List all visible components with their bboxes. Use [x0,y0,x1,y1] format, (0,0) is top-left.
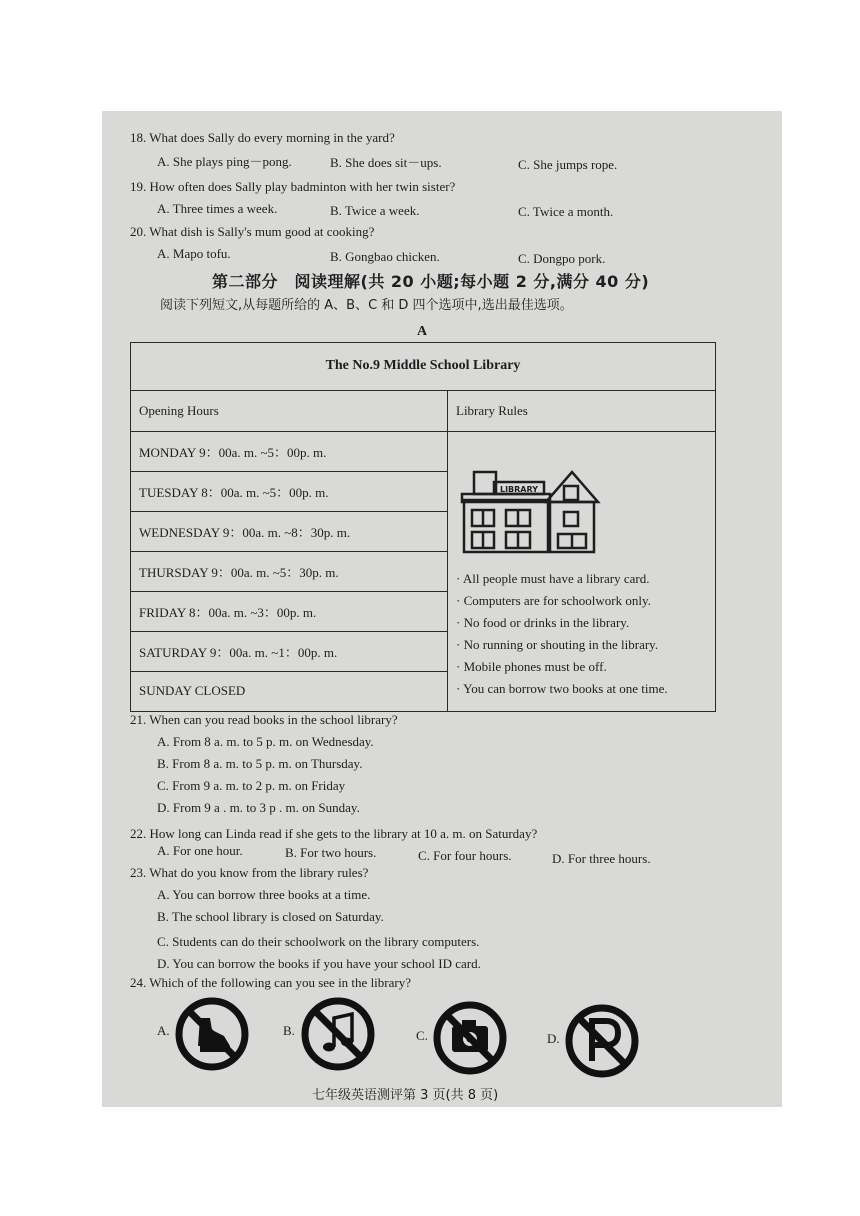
question-19-option-b: B. Twice a week. [330,203,420,218]
question-19-option-c: C. Twice a month. [518,204,614,219]
rule-item: · All people must have a library card. [456,568,707,590]
question-22-option-c: C. For four hours. [418,848,512,863]
library-rules-header: Library Rules [448,390,716,431]
question-23-stem: 23. What do you know from the library rules? [130,865,369,880]
library-title: The No.9 Middle School Library [131,343,716,391]
library-rules-cell [448,431,716,711]
question-20-option-c: C. Dongpo pork. [518,251,606,266]
question-22-option-d: D. For three hours. [552,851,651,866]
question-18-option-c: C. She jumps rope. [518,157,618,172]
rule-item: · No running or shouting in the library. [456,634,707,656]
question-24-option-a: A. [157,1023,170,1038]
hours-saturday: SATURDAY 9：00a. m. ~1：00p. m. [131,631,448,671]
question-24-option-c: C. [416,1028,428,1043]
question-18-option-a: A. She plays ping－pong. [157,154,292,169]
question-20-stem: 20. What dish is Sally's mum good at cooking? [130,224,375,239]
question-21-option-b: B. From 8 a. m. to 5 p. m. on Thursday. [157,756,363,771]
question-21-stem: 21. When can you read books in the school library? [130,712,398,727]
question-24-stem: 24. Which of the following can you see in the library? [130,975,411,990]
question-21-option-a: A. From 8 a. m. to 5 p. m. on Wednesday. [157,734,374,749]
hours-tuesday: TUESDAY 8：00a. m. ~5：00p. m. [131,471,448,511]
rules-list [456,568,707,700]
library-building-icon [458,460,608,560]
hours-thursday: THURSDAY 9：00a. m. ~5：30p. m. [131,551,448,591]
passage-letter: A [417,324,428,339]
question-22-stem: 22. How long can Linda read if she gets to the library at 10 a. m. on Saturday? [130,826,538,841]
section-title: 第二部分 阅读理解(共 20 小题;每小题 2 分,满分 40 分) [212,272,650,291]
question-20-option-b: B. Gongbao chicken. [330,249,440,264]
hours-monday: MONDAY 9：00a. m. ~5：00p. m. [131,431,448,471]
rule-item: · Computers are for schoolwork only. [456,590,707,612]
question-21-option-d: D. From 9 a . m. to 3 p . m. on Sunday. [157,800,360,815]
opening-hours-header: Opening Hours [131,390,448,431]
no-food-sign-icon [172,996,252,1072]
question-21-option-c: C. From 9 a. m. to 2 p. m. on Friday [157,778,346,793]
question-19-option-a: A. Three times a week. [157,201,278,216]
section-instruction: 阅读下列短文,从每题所给的 A、B、C 和 D 四个选项中,选出最佳选项。 [160,298,573,313]
question-23-option-c: C. Students can do their schoolwork on the library computers. [157,934,480,949]
page-footer: 七年级英语测评第 3 页(共 8 页) [312,1088,499,1103]
library-sign-text: LIBRARY [499,484,539,494]
question-23-option-b: B. The school library is closed on Saturday. [157,909,384,924]
question-24-option-b: B. [283,1023,295,1038]
question-20-option-a: A. Mapo tofu. [157,246,231,261]
question-18-stem: 18. What does Sally do every morning in the yard? [130,130,395,145]
question-19-stem: 19. How often does Sally play badminton with her twin sister? [130,179,456,194]
question-23-option-d: D. You can borrow the books if you have your school ID card. [157,956,481,971]
hours-sunday: SUNDAY CLOSED [131,671,448,711]
no-parking-sign-icon [562,1003,642,1079]
question-22-option-a: A. For one hour. [157,843,243,858]
hours-wednesday: WEDNESDAY 9：00a. m. ~8：30p. m. [131,511,448,551]
question-18-option-b: B. She does sit－ups. [330,155,442,170]
hours-friday: FRIDAY 8：00a. m. ~3：00p. m. [131,591,448,631]
rule-item: · Mobile phones must be off. [456,656,707,678]
rule-item: · No food or drinks in the library. [456,612,707,634]
question-22-option-b: B. For two hours. [285,845,377,860]
no-music-sign-icon [298,996,378,1072]
question-23-option-a: A. You can borrow three books at a time. [157,887,371,902]
rule-item: · You can borrow two books at one time. [456,678,707,700]
no-camera-sign-icon [430,1000,510,1076]
question-24-option-d: D. [547,1031,560,1046]
library-table [130,342,716,712]
